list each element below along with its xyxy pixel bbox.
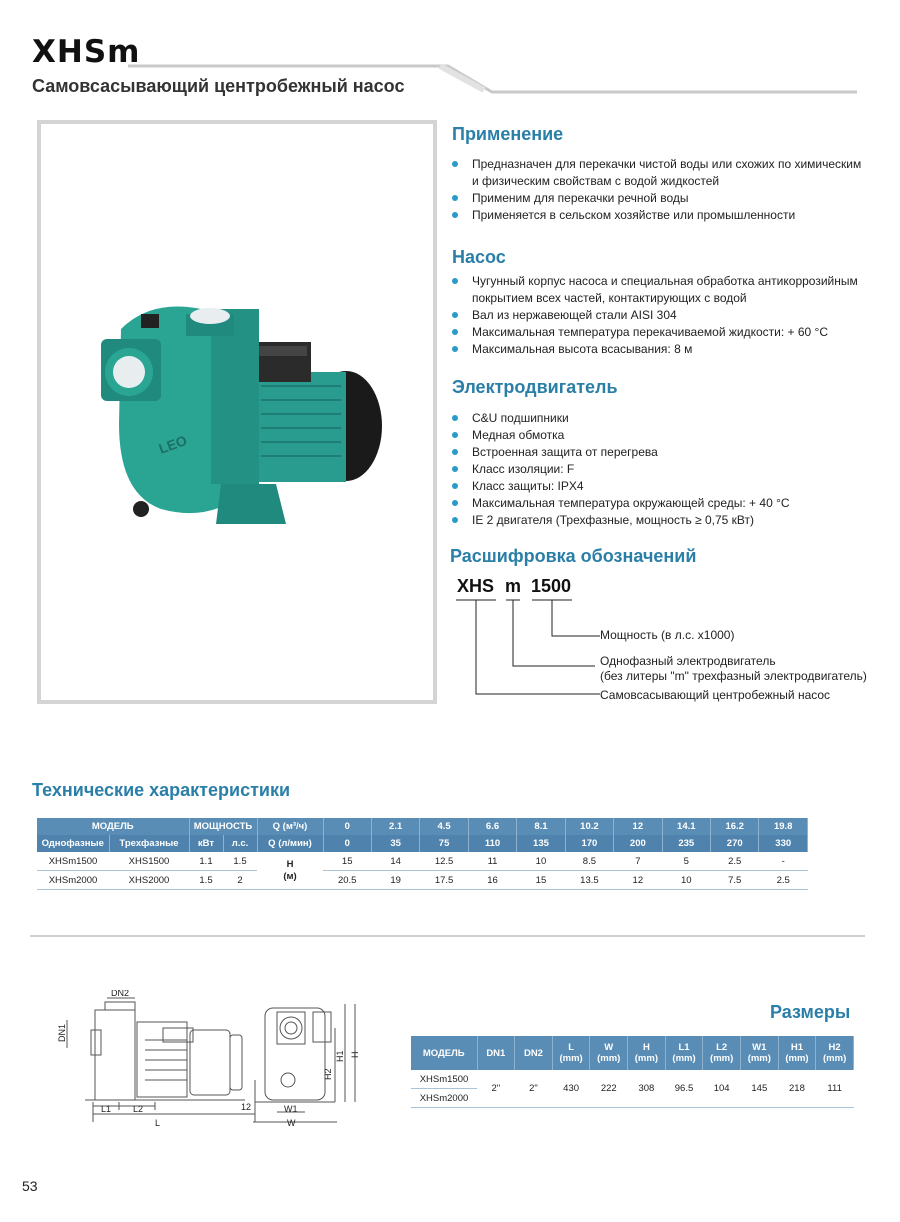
- table-cell: 96.5: [665, 1070, 703, 1108]
- th-h1: [778, 1036, 816, 1070]
- svg-text:LEO: LEO: [156, 431, 190, 457]
- table-cell: 2.5: [759, 871, 808, 890]
- table-cell: 200: [614, 835, 662, 852]
- list-item: Применим для перекачки речной воды: [450, 190, 870, 207]
- list-item: Максимальная температура перекачиваемой жидкости: + 60 °C: [450, 324, 870, 341]
- th-kw: кВт: [189, 835, 223, 852]
- table-cell: 222: [590, 1070, 628, 1108]
- header-unit: (mm): [597, 1053, 621, 1064]
- header-text: L1: [678, 1042, 690, 1053]
- th-three: Трехфазные: [109, 835, 189, 852]
- table-cell: 35: [371, 835, 419, 852]
- table-cell: XHS2000: [109, 871, 189, 890]
- label-w1: W1: [284, 1104, 298, 1114]
- header-text: H2: [828, 1042, 841, 1053]
- th-w1: [740, 1036, 778, 1070]
- th-dn1: DN1: [477, 1036, 515, 1070]
- table-cell: 2": [515, 1070, 553, 1108]
- list-item: Максимальная температура окружающей среды: + 40 °C: [450, 495, 870, 512]
- label-h2: H2: [323, 1068, 333, 1080]
- header-unit: (mm): [672, 1053, 696, 1064]
- th-q-m3h: Q (м³/ч): [257, 818, 323, 835]
- head-label: H: [286, 858, 294, 870]
- table-cell: XHSm1500: [37, 852, 109, 871]
- th-single: Однофазные: [37, 835, 109, 852]
- table-cell: 270: [711, 835, 759, 852]
- header-text: H1: [790, 1042, 804, 1053]
- list-item: Встроенная защита от перегрева: [450, 444, 870, 461]
- table-cell: XHS1500: [109, 852, 189, 871]
- table-cell: 1.5: [189, 871, 223, 890]
- label-l1: L1: [101, 1104, 112, 1114]
- table-cell: 111: [816, 1070, 854, 1108]
- head-label-cell: [257, 852, 323, 890]
- list-item: Медная обмотка: [450, 427, 870, 444]
- legend-phase-b: (без литеры "m" трехфазный электродвигатель): [600, 669, 867, 683]
- table-cell: 2.5: [711, 852, 759, 871]
- table-cell: 15: [323, 852, 371, 871]
- table-cell: 1.1: [189, 852, 223, 871]
- list-item: C&U подшипники: [450, 410, 870, 427]
- tech-table: [37, 818, 808, 890]
- table-cell: 14.1: [662, 818, 710, 835]
- table-row: [37, 871, 808, 890]
- table-row: [411, 1036, 854, 1070]
- dimensions-table: [411, 1036, 854, 1108]
- pump-illustration: [41, 124, 433, 700]
- code-part-power: 1500: [531, 576, 572, 596]
- th-hp: л.с.: [223, 835, 257, 852]
- table-cell: 10: [662, 871, 710, 890]
- table-cell: 13.5: [565, 871, 613, 890]
- table-row: [411, 1070, 854, 1089]
- label-w: W: [287, 1118, 296, 1128]
- table-cell: 7.5: [711, 871, 759, 890]
- tech-title: Технические характеристики: [32, 780, 291, 800]
- table-cell: XHSm2000: [411, 1089, 477, 1108]
- th-model: МОДЕЛЬ: [411, 1036, 477, 1070]
- table-cell: 17.5: [420, 871, 468, 890]
- table-cell: 0: [323, 835, 371, 852]
- page-subtitle: Самовсасывающий центробежный насос: [32, 76, 405, 96]
- label-l2: L2: [133, 1104, 144, 1114]
- table-cell: 1.5: [223, 852, 257, 871]
- th-l2: [703, 1036, 741, 1070]
- table-cell: 15: [517, 871, 565, 890]
- th-q-lmin: Q (л/мин): [257, 835, 323, 852]
- section-divider: [30, 935, 865, 937]
- table-cell: 12: [614, 871, 662, 890]
- table-cell: 20.5: [323, 871, 371, 890]
- table-cell: 135: [517, 835, 565, 852]
- table-cell: 5: [662, 852, 710, 871]
- table-cell: 14: [371, 852, 419, 871]
- header-text: L: [568, 1042, 574, 1053]
- table-cell: 430: [552, 1070, 590, 1108]
- label-l: L: [155, 1118, 161, 1128]
- header-unit: (mm): [559, 1053, 583, 1064]
- legend-power: Мощность (в л.с. x1000): [600, 628, 735, 642]
- header-unit: (mm): [710, 1053, 734, 1064]
- table-cell: 330: [759, 835, 808, 852]
- code-part-phase: m: [505, 576, 522, 596]
- dimension-drawing: [55, 990, 385, 1130]
- legend-series: Самовсасывающий центробежный насос: [600, 688, 831, 702]
- list-item: Класс изоляции: F: [450, 461, 870, 478]
- header-unit: (mm): [823, 1053, 847, 1064]
- th-w: [590, 1036, 628, 1070]
- header-text: L2: [716, 1042, 728, 1053]
- table-cell: 12: [614, 818, 662, 835]
- th-power: МОЩНОСТЬ: [189, 818, 257, 835]
- header-text: W: [604, 1042, 614, 1053]
- table-cell: 2": [477, 1070, 515, 1108]
- table-cell: 2.1: [371, 818, 419, 835]
- header-text: W1: [752, 1042, 767, 1053]
- brand-title: XHSm: [32, 34, 141, 70]
- list-item: IE 2 двигателя (Трехфазные, мощность ≥ 0,75 кВт): [450, 512, 870, 529]
- header-unit: (mm): [747, 1053, 771, 1064]
- table-cell: 0: [323, 818, 371, 835]
- table-cell: 8.1: [517, 818, 565, 835]
- table-cell: 235: [662, 835, 710, 852]
- motor-list: [450, 410, 870, 529]
- pump-title: Насос: [452, 247, 506, 267]
- decoding-title: Расшифровка обозначений: [450, 546, 697, 566]
- table-row: [37, 818, 808, 835]
- table-cell: 308: [628, 1070, 666, 1108]
- table-cell: 170: [565, 835, 613, 852]
- table-cell: 10.2: [565, 818, 613, 835]
- header-unit: (mm): [634, 1053, 658, 1064]
- table-cell: 16.2: [711, 818, 759, 835]
- product-image-frame: [37, 120, 437, 704]
- table-cell: 11: [468, 852, 516, 871]
- page-number: 53: [22, 1178, 38, 1194]
- label-dn1: DN1: [57, 1023, 67, 1042]
- list-item: Чугунный корпус насоса и специальная обработка антикоррозийным покрытием всех частей, контактирующих с водой: [450, 273, 870, 307]
- label-h1: H1: [335, 1050, 345, 1062]
- table-cell: 75: [420, 835, 468, 852]
- th-dn2: DN2: [515, 1036, 553, 1070]
- table-cell: 4.5: [420, 818, 468, 835]
- code-part-series: XHS: [457, 576, 495, 596]
- motor-title: Электродвигатель: [452, 377, 618, 397]
- list-item: Предназначен для перекачки чистой воды или схожих по химическим и физическим свойствам с водой жидкостей: [450, 156, 870, 190]
- table-cell: 16: [468, 871, 516, 890]
- table-cell: 145: [740, 1070, 778, 1108]
- application-list: [450, 156, 870, 224]
- table-cell: 6.6: [468, 818, 516, 835]
- application-title: Применение: [452, 124, 564, 144]
- table-cell: 12.5: [420, 852, 468, 871]
- th-model: МОДЕЛЬ: [37, 818, 189, 835]
- legend-phase-a: Однофазный электродвигатель: [600, 654, 776, 668]
- table-cell: 218: [778, 1070, 816, 1108]
- th-l: [552, 1036, 590, 1070]
- header-text: H: [642, 1042, 650, 1053]
- table-cell: 10: [517, 852, 565, 871]
- list-item: Вал из нержавеющей стали AISI 304: [450, 307, 870, 324]
- label-h: H: [350, 1051, 360, 1058]
- list-item: Максимальная высота всасывания: 8 м: [450, 341, 870, 358]
- table-cell: 110: [468, 835, 516, 852]
- table-cell: XHSm2000: [37, 871, 109, 890]
- table-cell: 2: [223, 871, 257, 890]
- table-cell: 19.8: [759, 818, 808, 835]
- list-item: Класс защиты: IPX4: [450, 478, 870, 495]
- table-row: [37, 835, 808, 852]
- list-item: Применяется в сельском хозяйстве или промышленности: [450, 207, 870, 224]
- th-h2: [816, 1036, 854, 1070]
- head-unit: (м): [283, 870, 297, 882]
- th-l1: [665, 1036, 703, 1070]
- table-cell: 7: [614, 852, 662, 871]
- table-cell: 8.5: [565, 852, 613, 871]
- table-cell: XHSm1500: [411, 1070, 477, 1089]
- sizes-title: Размеры: [770, 1002, 851, 1022]
- th-h: [628, 1036, 666, 1070]
- label-12: 12: [241, 1102, 252, 1112]
- label-dn2: DN2: [111, 990, 130, 998]
- pump-list: [450, 273, 870, 358]
- table-cell: 19: [371, 871, 419, 890]
- header-unit: (mm): [785, 1053, 809, 1064]
- table-cell: -: [759, 852, 808, 871]
- table-cell: 104: [703, 1070, 741, 1108]
- table-row: [37, 852, 808, 871]
